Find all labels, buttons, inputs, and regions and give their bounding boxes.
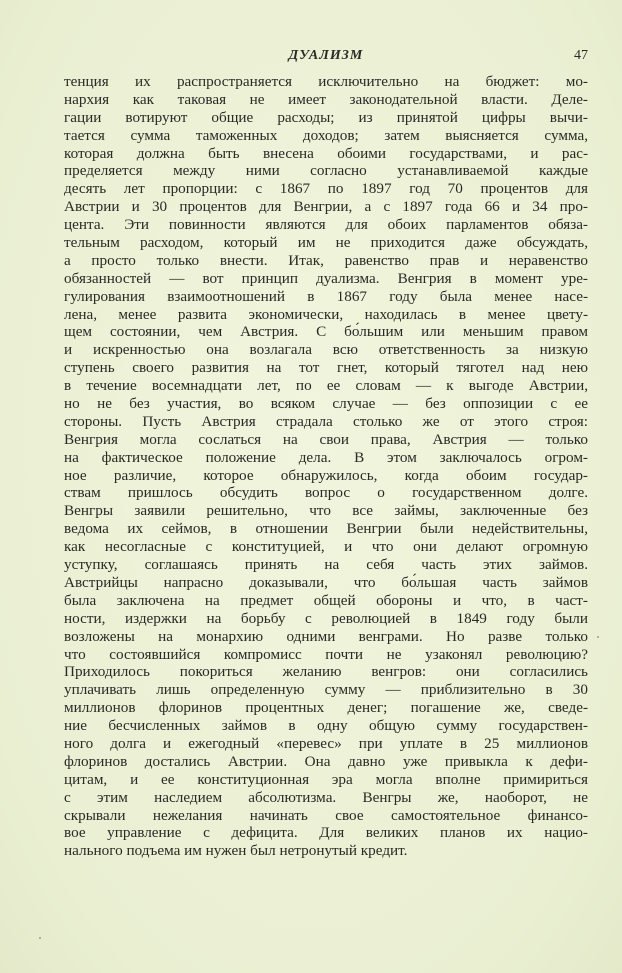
text-line: уступку, соглашаясь принять на себя часть этих займов.: [64, 556, 588, 574]
text-line: уплачивать лишь определенную сумму — приблизительно в 30: [64, 681, 588, 699]
text-line: а просто только внести. Итак, равенство прав и неравенство: [64, 251, 588, 269]
text-line: была заключена на предмет общей обороны и что, в част-: [64, 591, 588, 609]
text-line: ное различие, которое обнаружилось, когда обоим государ-: [64, 466, 588, 484]
text-line: что состоявшийся компромисс почти не узаконял революцию?: [64, 645, 588, 663]
running-title: ДУАЛИЗМ: [288, 48, 364, 63]
text-line: как несогласные с конституцией, и что они делают огромную: [64, 538, 588, 556]
text-line: но не без участия, во всяком случае — без оппозиции с ее: [64, 395, 588, 413]
text-line: миллионов флоринов процентных денег; погашение же, сведе-: [64, 699, 588, 717]
text-line: лена, менее развита экономически, находилась в менее цвету-: [64, 305, 588, 323]
text-line: пределяется между ними согласно устанавливаемой каждые: [64, 162, 588, 180]
text-line: цитам, и ее конституционная эра могла вполне примириться: [64, 770, 588, 788]
text-line: ного долга и ежегодный «перевес» при уплате в 25 миллионов: [64, 734, 588, 752]
body-text: [64, 73, 588, 860]
text-line: Венгрия могла сослаться на свои права, Австрия — только: [64, 430, 588, 448]
text-line: гулирования взаимоотношений в 1867 году была менее насе-: [64, 287, 588, 305]
text-line: тельным расходом, который им не приходится даже обсуждать,: [64, 234, 588, 252]
text-line: Венгры заявили решительно, что все займы, заключенные без: [64, 502, 588, 520]
text-line: в течение восемнадцати лет, по ее словам — к выгоде Австрии,: [64, 377, 588, 395]
text-line: скрывали нежелания начинать свое самостоятельное финансо-: [64, 806, 588, 824]
scan-speck: [597, 636, 599, 638]
text-line: нального подъема им нужен был нетронутый кредит.: [64, 842, 408, 860]
text-line: ние бесчисленных займов в одну общую сумму государствен-: [64, 717, 588, 735]
text-line: тенция их распространяется исключительно на бюджет: мо-: [64, 73, 588, 90]
text-line: десять лет пропорции: с 1867 по 1897 год 70 процентов для: [64, 180, 588, 198]
text-line: на фактическое положение дела. В этом заключалось огром-: [64, 448, 588, 466]
text-line: ствам пришлось обсудить вопрос о государственном долге.: [64, 484, 588, 502]
page-number: 47: [574, 48, 588, 63]
text-line: которая должна быть внесена обоими государствами, и рас-: [64, 144, 588, 162]
text-line: тается сумма таможенных доходов; затем выясняется сумма,: [64, 126, 588, 144]
text-line: Приходилось покориться желанию венгров: они согласились: [64, 663, 588, 681]
text-line: ступень своего развития на тот гнет, который тяготел над нею: [64, 359, 588, 377]
text-line: гации вотируют общие расходы; из принятой цифры вычи-: [64, 108, 588, 126]
text-line: нархия как таковая не имеет законодательной власти. Деле-: [64, 90, 588, 108]
text-line: ности, издержки на борьбу с революцией в 1849 году были: [64, 609, 588, 627]
text-line: флоринов достались Австрии. Она давно уже привыкла к дефи-: [64, 752, 588, 770]
text-line: с этим наследием абсолютизма. Венгры же, наоборот, не: [64, 788, 588, 806]
text-line: возложены на монархию одними венграми. Но разве только: [64, 627, 588, 645]
text-line: стороны. Пусть Австрия страдала столько же от этого строя:: [64, 412, 588, 430]
text-line: цента. Эти повинности являются для обоих парламентов обяза-: [64, 216, 588, 234]
text-line: обязанностей — вот принцип дуализма. Венгрия в момент уре-: [64, 269, 588, 287]
page-header: [64, 48, 588, 68]
text-line: ведома их сеймов, в отношении Венгрии были недействительны,: [64, 520, 588, 538]
text-line: вое управление с дефицита. Для великих планов их нацио-: [64, 824, 588, 842]
text-line: Австрийцы напрасно доказывали, что бо́льшая часть займов: [64, 573, 588, 591]
text-line: и искренностью она возлагала всю ответственность за низкую: [64, 341, 588, 359]
text-line: щем состоянии, чем Австрия. С бо́льшим или меньшим правом: [64, 323, 588, 341]
text-line: Австрии и 30 процентов для Венгрии, а с 1897 года 66 и 34 про-: [64, 198, 588, 216]
scan-speck: [39, 937, 41, 939]
